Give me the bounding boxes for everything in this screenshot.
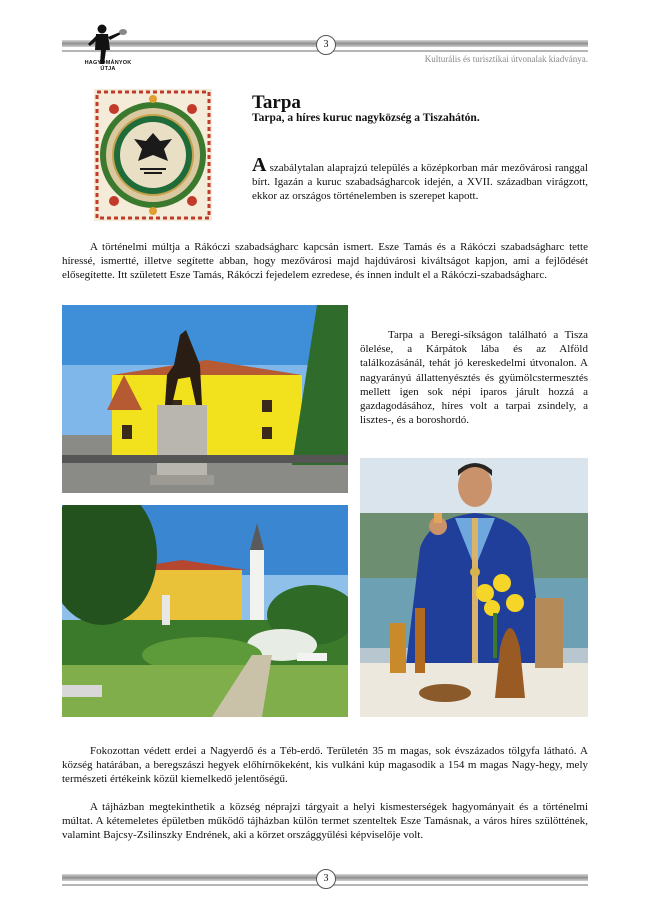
statue-photo [62, 305, 348, 493]
host-with-drinks-photo [360, 458, 588, 717]
geography-paragraph: Tarpa a Beregi-síkságon található a Tisza ölelése, a Kárpátok lába és az Alföld találkozásánál, tehát jó kereskedelmi útvonalon. A nagyarányú állattenyésztés és gyümölcstermesztés mellett igen sok népi iparos járult hozzá a gazdagodásához, híres volt a tarpai zsindely, a lisztes-, és a boroshordó. [360, 329, 588, 427]
history-paragraph: A történelmi múltja a Rákóczi szabadságharc kapcsán ismert. Esze Tamás és a Rákóczi szabadságharc tette híressé, ismertté, illetve segítette abban, hogy mezővárosi majd hajdúvárosi kiváltságot kapjon, ami a fejlődését elősegítette. Itt született Esze Tamás, Rákóczi fejedelem ezredese, és innen indult el a Rákóczi-szabadságharc. [62, 241, 588, 282]
page-number-badge: 3 [316, 35, 336, 55]
publication-tagline: Kulturális és turisztikai útvonalak kiadványa. [424, 54, 588, 64]
logo-text: HAGYOMÁNYOK ÚTJA [84, 60, 132, 72]
drop-cap: A [252, 154, 267, 176]
park-church-photo [62, 505, 348, 717]
nature-paragraph: Fokozottan védett erdei a Nagyerdő és a Téb-erdő. Területén 35 m magas, sok évszázados tölgyfa látható. A község határában, a beregszászi hegyek előhírnökeként, kis vulkáni kúp magasodik a 154 m magas Nagy-hegy, mely természeti értékeink közül kiemelkedő jelentőségű. [62, 745, 588, 786]
footer-page-number: 3 [316, 869, 336, 889]
page-title: Tarpa [252, 92, 301, 113]
coat-of-arms-image [94, 89, 212, 221]
museum-paragraph: A tájházban megtekinthetik a község néprajzi tárgyait a helyi kismesterségek hagyományait és a történelmi múltat. A kétemeletes épületben működő tájházban külön termet szenteltek Esze Tamásnak, a város híres szülöttének, valamint Bajcsy-Zsilinszky Endrének, aki a körzet országgyűlési képviselője volt. [62, 801, 588, 842]
intro-paragraph [252, 154, 588, 204]
intro-text: szabálytalan alaprajzú település a középkorban már mezővárosi ranggal bírt. Igazán a kuruc szabadságharcok idején, a XVII. században virágzott, ekkor az országos történelemben is szerepet kapott. [252, 162, 588, 203]
page-subtitle: Tarpa, a híres kuruc nagyközség a Tiszahátón. [252, 112, 480, 124]
